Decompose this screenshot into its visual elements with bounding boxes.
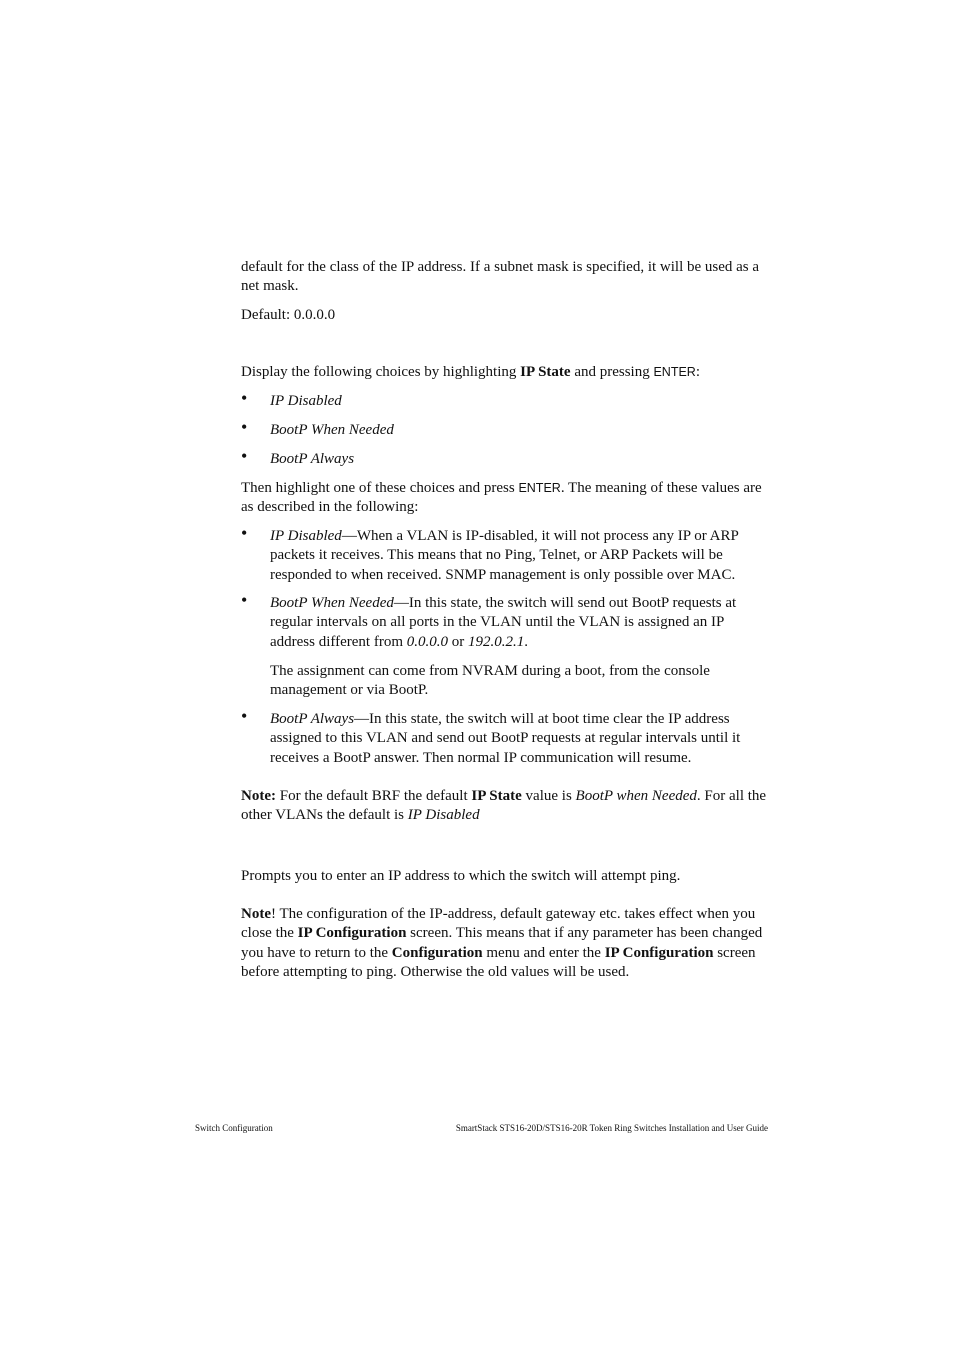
choice-label: BootP Always (270, 451, 355, 467)
ipstate-note: Note: For the default BRF the default IP State value is BootP when Needed. For all the other VLANs the default is IP Disabled (241, 788, 767, 824)
description-ip-disabled: IP Disabled—When a VLAN is IP-disabled, it will not process any IP or ARP packets it receives. This means that no Ping, Telnet, or ARP Packets will be responded to when received. SNMP management is only possible over MAC. (270, 528, 739, 583)
footer-document-title: SmartStack STS16-20D/STS16-20R Token Ring Switches Installation and User Guide (455, 1123, 768, 1133)
bullet-icon: • (241, 523, 248, 543)
bullet-icon: • (241, 590, 248, 610)
ipstate-then: Then highlight one of these choices and press ENTER. The meaning of these values are as described in the following: (241, 480, 762, 516)
subnet-description: default for the class of the IP address. If a subnet mask is specified, it will be used as a net mask. (241, 259, 760, 295)
description-bootp-when-needed: BootP When Needed—In this state, the switch will send out BootP requests at regular intervals on all ports in the VLAN until the VLAN is assigned an IP address different from 0.0.0.0 or 192.0.2.1. (270, 595, 737, 650)
ping-note: Note! The configuration of the IP-address, default gateway etc. takes effect when you close the IP Configuration screen. This means that if any parameter has been changed you have to return to the Configuration menu and enter the IP Configuration screen before attempting to ping. Otherwise the old values will be used. (241, 906, 763, 980)
choice-label: BootP When Needed (270, 422, 394, 438)
bullet-icon: • (241, 388, 248, 408)
footer-section-title: Switch Configuration (195, 1123, 273, 1133)
subnet-default: Default: 0.0.0.0 (241, 307, 336, 323)
description-bootp-always: BootP Always—In this state, the switch will at boot time clear the IP address assigned to this VLAN and send out BootP requests at regular intervals until it receives a BootP answer. Then normal IP communication will resume. (270, 711, 741, 766)
ping-description: Prompts you to enter an IP address to which the switch will attempt ping. (241, 868, 681, 884)
ipstate-intro: Display the following choices by highlighting IP State and pressing ENTER: (241, 364, 701, 380)
description-bootp-when-needed-extra: The assignment can come from NVRAM during a boot, from the console management or via BootP. (270, 663, 710, 699)
bullet-icon: • (241, 706, 248, 726)
bullet-icon: • (241, 417, 248, 437)
choice-label: IP Disabled (270, 393, 342, 409)
bullet-icon: • (241, 446, 248, 466)
